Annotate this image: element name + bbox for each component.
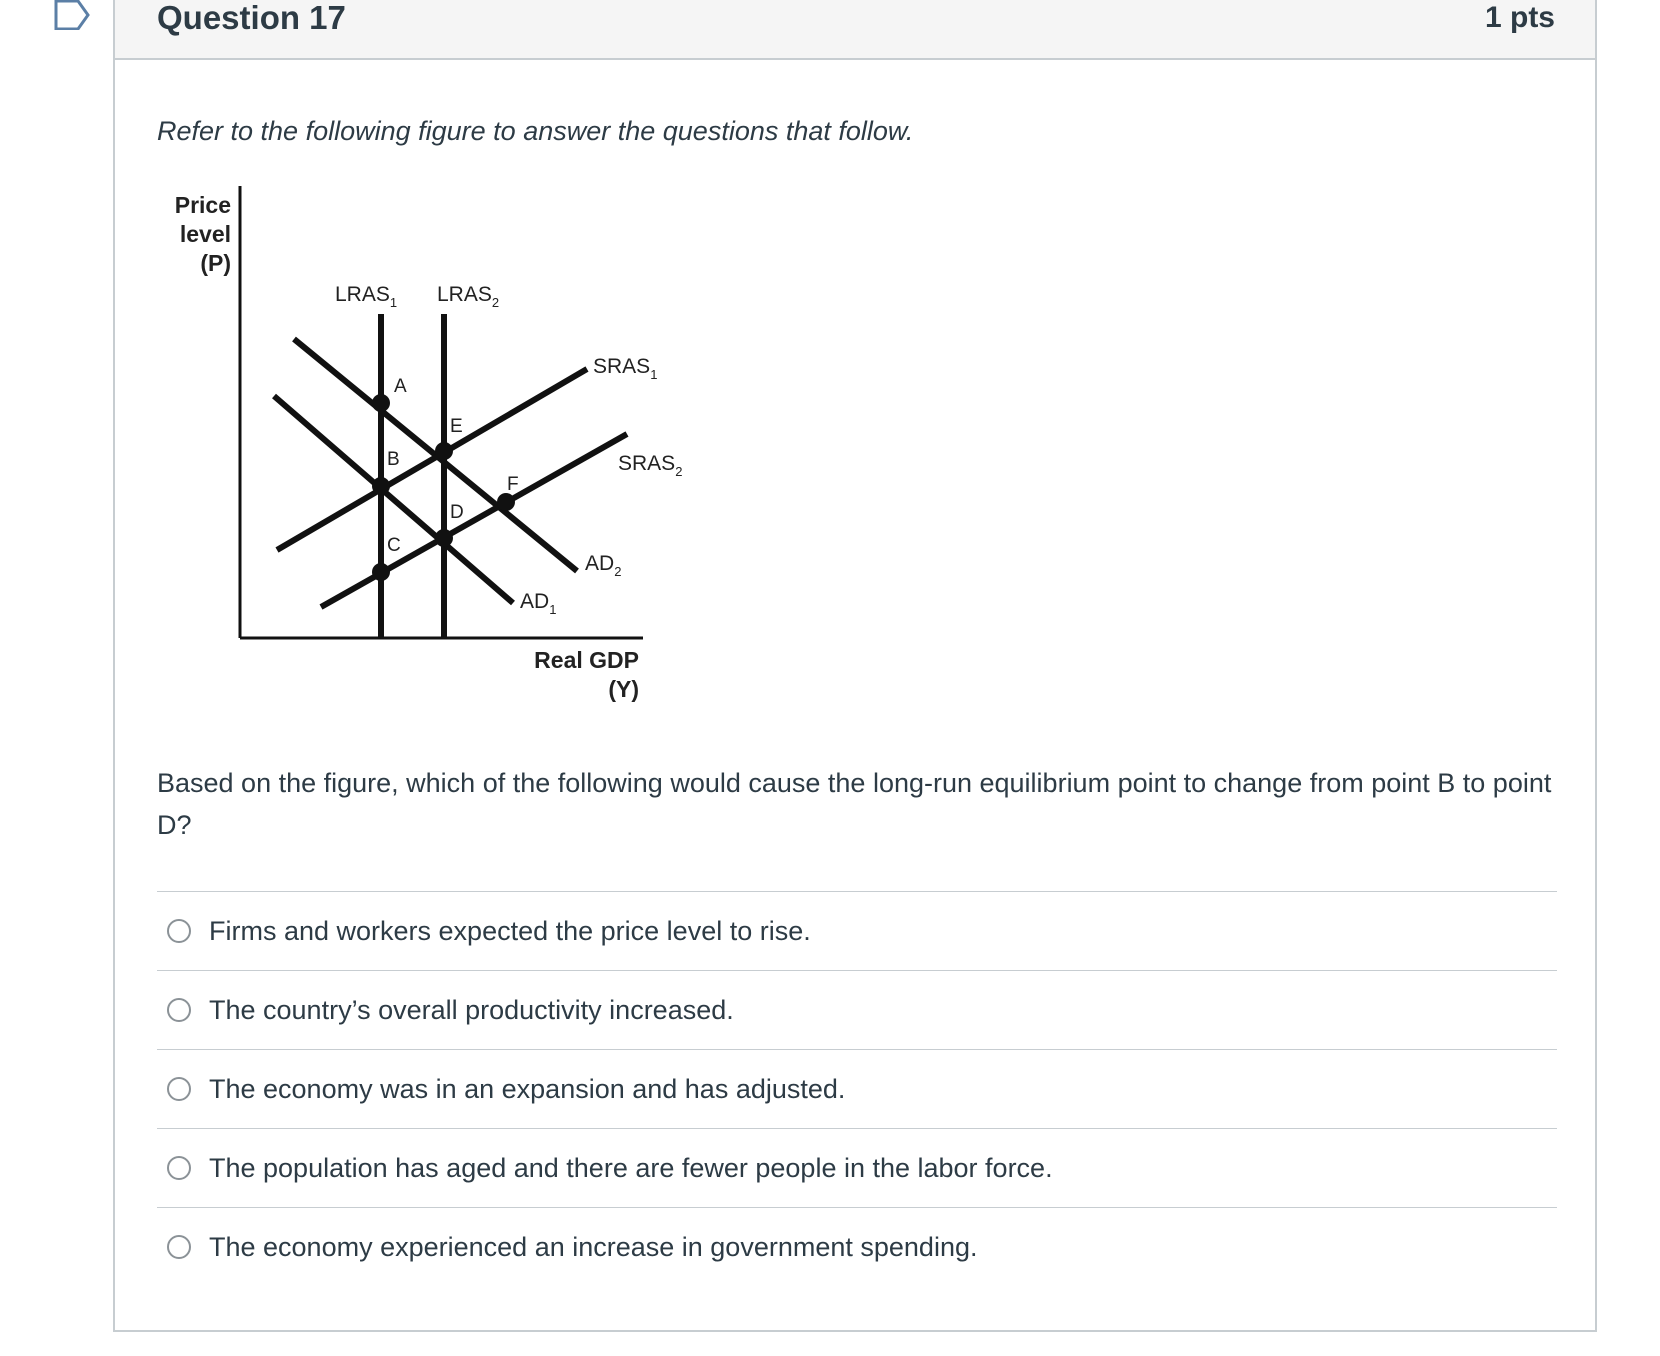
question-points: 1 pts <box>1484 1 1555 34</box>
point-b-marker <box>372 477 390 495</box>
point-b-label: B <box>387 449 400 470</box>
answer-text[interactable]: Firms and workers expected the price level to rise. <box>209 915 811 946</box>
point-e-label: E <box>450 416 463 437</box>
point-c-marker <box>372 563 390 581</box>
point-a-marker <box>372 394 390 412</box>
answer-text[interactable]: The population has aged and there are fewer people in the labor force. <box>209 1152 1053 1183</box>
question-header <box>115 0 1595 60</box>
point-e-marker <box>435 442 453 460</box>
radio-button[interactable] <box>167 1077 191 1101</box>
question-intro: Refer to the following figure to answer the questions that follow. <box>157 116 914 146</box>
answer-option[interactable] <box>157 891 1557 970</box>
answer-option[interactable] <box>157 1207 1557 1286</box>
answer-option[interactable] <box>157 1049 1557 1128</box>
sras2-line <box>321 434 627 607</box>
point-d-label: D <box>450 502 464 523</box>
point-f-label: F <box>507 474 519 495</box>
radio-button[interactable] <box>167 998 191 1022</box>
radio-button[interactable] <box>167 1156 191 1180</box>
lras2-label: $LRAS_2$ <box>437 283 500 310</box>
answer-option[interactable] <box>157 970 1557 1049</box>
point-a-label: A <box>394 376 407 397</box>
sras1-label: $SRAS_1$ <box>593 355 658 382</box>
sras2-label: $SRAS_2$ <box>618 452 683 479</box>
x-axis-label-2: (Y) <box>608 676 639 702</box>
question-flag-icon[interactable] <box>54 0 90 30</box>
answer-option[interactable] <box>157 1128 1557 1207</box>
radio-button[interactable] <box>167 1235 191 1259</box>
y-axis-label-3: (P) <box>200 250 231 276</box>
question-prompt: Based on the figure, which of the following would cause the long-run equilibrium point to change from point B to point D? <box>157 768 1552 840</box>
answer-text[interactable]: The economy experienced an increase in government spending. <box>209 1231 978 1262</box>
point-c-label: C <box>387 535 401 556</box>
lras1-label: $LRAS_1$ <box>335 283 398 310</box>
x-axis-label-1: Real GDP <box>534 647 639 673</box>
ad1-line <box>274 396 513 603</box>
ad1-label: $AD_1$ <box>520 590 557 617</box>
point-d-marker <box>435 529 453 547</box>
point-f-marker <box>497 493 515 511</box>
y-axis-label-2: level <box>179 221 231 247</box>
sras1-line <box>277 369 587 550</box>
answer-text[interactable]: The country’s overall productivity increased. <box>209 994 734 1025</box>
y-axis-label-1: Price <box>174 192 231 218</box>
radio-button[interactable] <box>167 919 191 943</box>
question-card <box>113 0 1597 1332</box>
economics-figure <box>151 186 771 726</box>
question-title: Question 17 <box>157 0 346 36</box>
ad2-label: $AD_2$ <box>585 552 622 579</box>
answer-text[interactable]: The economy was in an expansion and has adjusted. <box>209 1073 846 1104</box>
answer-list <box>157 891 1557 1286</box>
